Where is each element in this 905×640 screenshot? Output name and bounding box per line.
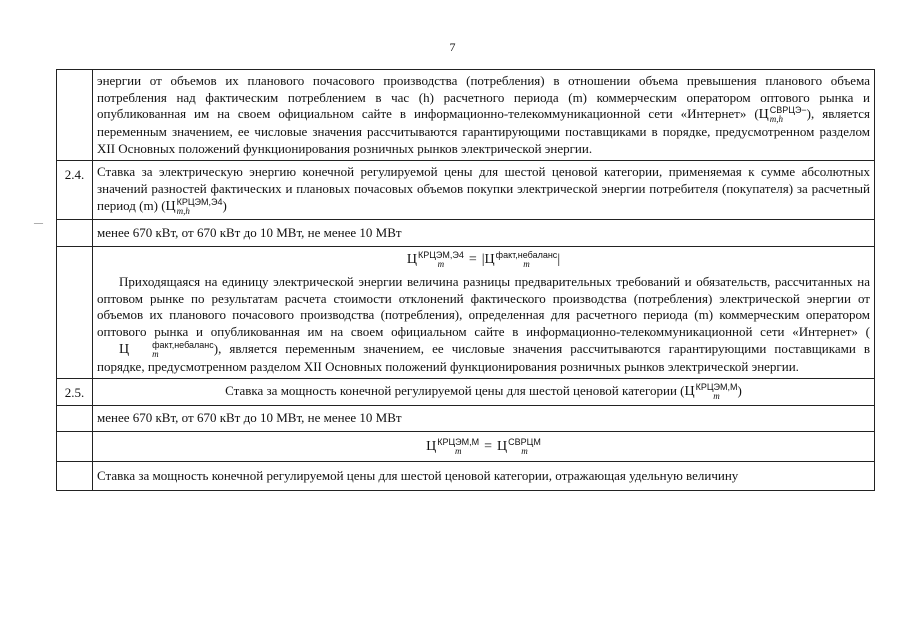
row-number: 2.5. <box>57 379 93 406</box>
rates-table <box>56 69 875 491</box>
price-symbol-svrce-minus: Ц СВРЦЭ− m,h <box>758 105 807 125</box>
power-levels: менее 670 кВт, от 670 кВт до 10 МВт, не менее 10 МВт <box>97 410 402 426</box>
item-2-4-title: Ставка за электрическую энергию конечной регулируемой цены для шестой ценовой категории, применяемая к сумме абсолютных значений разностей фактических и плановых почасовых объемов покупки электрической энергии потребителя (покупателя) за расчетный период (m) (Ц КРЦЭМ,Э4 m,h ) <box>97 164 870 216</box>
explanation-2-4: Приходящаяся на единицу электрической энергии величина разницы предварительных требований и обязательств, рассчитанных на оптовом рынке по результатам расчета стоимости отклонений фактического производства (потребления) электрической энергии от объемов их планового почасового производства (потребления), определенная для расчетного периода (m) коммерческим оператором оптового рынка и опубликованная им на своем официальном сайте в информационно-телекоммуникационной сети «Интернет» (Ц факт,небаланс m ), является переменным значением, ее числовые значения рассчитываются гарантирующими поставщиками в порядке, предусмотренном разделом XII Основных положений функционирования розничных рынков электрической энергии. <box>97 274 870 374</box>
price-symbol-fakt-nebalans: Ц факт,небаланс m <box>119 339 214 359</box>
table-row-2-4-title <box>57 161 875 219</box>
formula-2-5: Ц КРЦЭМ,М m = Ц СВРЦМ m <box>426 436 541 456</box>
row-number-empty <box>57 70 93 161</box>
table-row-2-5-title <box>57 379 875 406</box>
row-number: 2.4. <box>57 161 93 219</box>
table-row-2-5-next <box>57 461 875 491</box>
formula-2-4: Ц КРЦЭМ,Э4 m = |Ц факт,небаланс m | <box>406 250 561 270</box>
table-row-2-5-power <box>57 406 875 432</box>
item-2-5-title: Ставка за мощность конечной регулируемой цены для шестой ценовой категории (Ц КРЦЭМ,М m ) <box>225 382 742 402</box>
page-number: 7 <box>449 40 456 54</box>
table-row-2-4-power <box>57 219 875 247</box>
power-levels: менее 670 кВт, от 670 кВт до 10 МВт, не менее 10 МВт <box>97 224 402 240</box>
table-row-2-5-formula <box>57 431 875 461</box>
price-symbol-krcem-e4: Ц КРЦЭМ,Э4 m,h <box>165 196 223 216</box>
table-row-continuation <box>57 70 875 161</box>
continuation-paragraph: энергии от объемов их планового почасового производства (потребления) в отношении объема превышения планового объема потребления над фактическим потреблением в час (h) расчетного периода (m) коммерческим оператором оптового рынка и опубликованная им на своем официальном сайте в информационно-телекоммуникационной сети «Интернет» (Ц СВРЦЭ− m,h ), является переменным значением, ее числовые значения рассчитываются гарантирующими поставщиками в порядке, предусмотренном разделом XII Основных положений функционирования розничных рынков электрической энергии. <box>97 73 870 156</box>
last-line: Ставка за мощность конечной регулируемой цены для шестой ценовой категории, отражающая удельную величину <box>97 467 739 483</box>
price-symbol-krcem-m: Ц КРЦЭМ,М m <box>684 382 738 402</box>
table-row-2-4-formula <box>57 247 875 379</box>
margin-mark: — <box>34 218 43 228</box>
